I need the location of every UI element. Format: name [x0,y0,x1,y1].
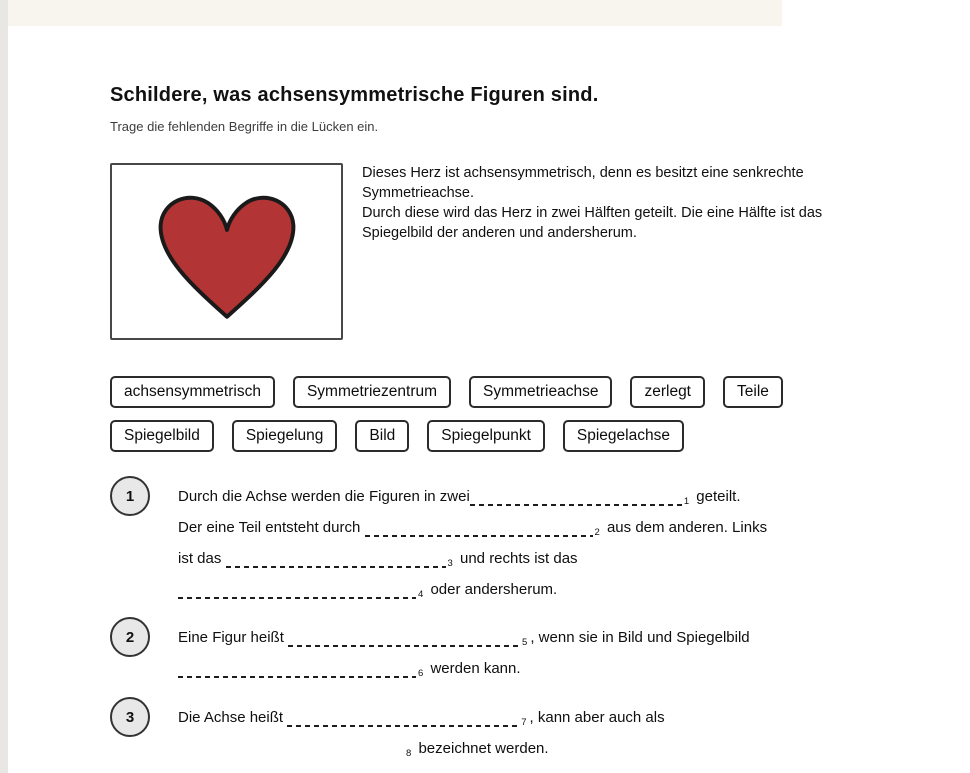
page-edge-left [0,0,8,773]
page-title: Schildere, was achsensymmetrische Figuren sind. [110,84,599,106]
word-chip[interactable]: Spiegelachse [563,420,684,452]
word-bank-row-2 [110,420,684,452]
page-subtitle: Trage die fehlenden Begriffe in die Lücken ein. [110,119,379,134]
blank-number: 5 [522,637,528,648]
word-bank-row-1 [110,376,783,408]
question-3 [110,697,908,764]
heart-icon [148,178,306,326]
question-text: Eine Figur heißt [178,629,289,646]
example-text [362,163,892,243]
example-text-line: Dieses Herz ist achsensymmetrisch, denn es besitzt eine senkrechte [362,165,804,181]
word-chip[interactable]: Spiegelung [232,420,338,452]
word-chip[interactable]: Bild [355,420,409,452]
blank-number: 2 [594,527,600,538]
blank-field-7[interactable] [287,707,519,727]
blank-number: 7 [521,717,527,728]
question-text: bezeichnet werden. [414,740,549,757]
question-text: Der eine Teil entsteht durch [178,519,365,536]
blank-field-1[interactable] [470,486,682,506]
indent-spacer [178,752,404,753]
word-chip[interactable]: Spiegelbild [110,420,214,452]
question-text: Die Achse heißt [178,709,288,726]
blank-field-5[interactable] [288,627,520,647]
blank-field-6[interactable] [178,658,416,678]
blank-number: 3 [447,558,453,569]
question-text: werden kann. [426,660,521,677]
blank-field-3[interactable] [226,548,446,568]
word-chip[interactable]: Symmetriezentrum [293,376,451,408]
blank-number: 8 [406,748,412,759]
example-text-line: Symmetrieachse. [362,185,475,201]
question-text: , wenn sie in Bild und Spiegelbild [530,629,750,646]
question-text: aus dem anderen. Links [602,519,768,536]
question-number-badge: 2 [110,617,150,657]
question-2 [110,617,908,684]
blank-number: 1 [683,496,690,507]
example-image-box [110,163,343,340]
blank-number: 4 [418,589,424,600]
question-text: ist das [178,550,226,567]
question-number-badge: 1 [110,476,150,516]
question-text: Durch die Achse werden die Figuren in zwei [178,488,470,505]
page-edge-top [8,0,782,26]
example-text-line: Spiegelbild der anderen und andersherum. [362,225,637,241]
question-text: geteilt. [692,488,741,505]
question-1 [110,476,908,605]
question-text: , kann aber auch als [529,709,665,726]
blank-field-2[interactable] [365,517,593,537]
blank-field-4[interactable] [178,579,416,599]
word-chip[interactable]: achsensymmetrisch [110,376,275,408]
question-text: oder andersherum. [426,581,558,598]
word-chip[interactable]: zerlegt [630,376,705,408]
question-number-badge: 3 [110,697,150,737]
word-chip[interactable]: Symmetrieachse [469,376,612,408]
question-text: und rechts ist das [455,550,578,567]
blank-number: 6 [418,668,424,679]
word-chip[interactable]: Spiegelpunkt [427,420,545,452]
example-text-line: Durch diese wird das Herz in zwei Hälften geteilt. Die eine Hälfte ist das [362,205,823,221]
word-chip[interactable]: Teile [723,376,783,408]
